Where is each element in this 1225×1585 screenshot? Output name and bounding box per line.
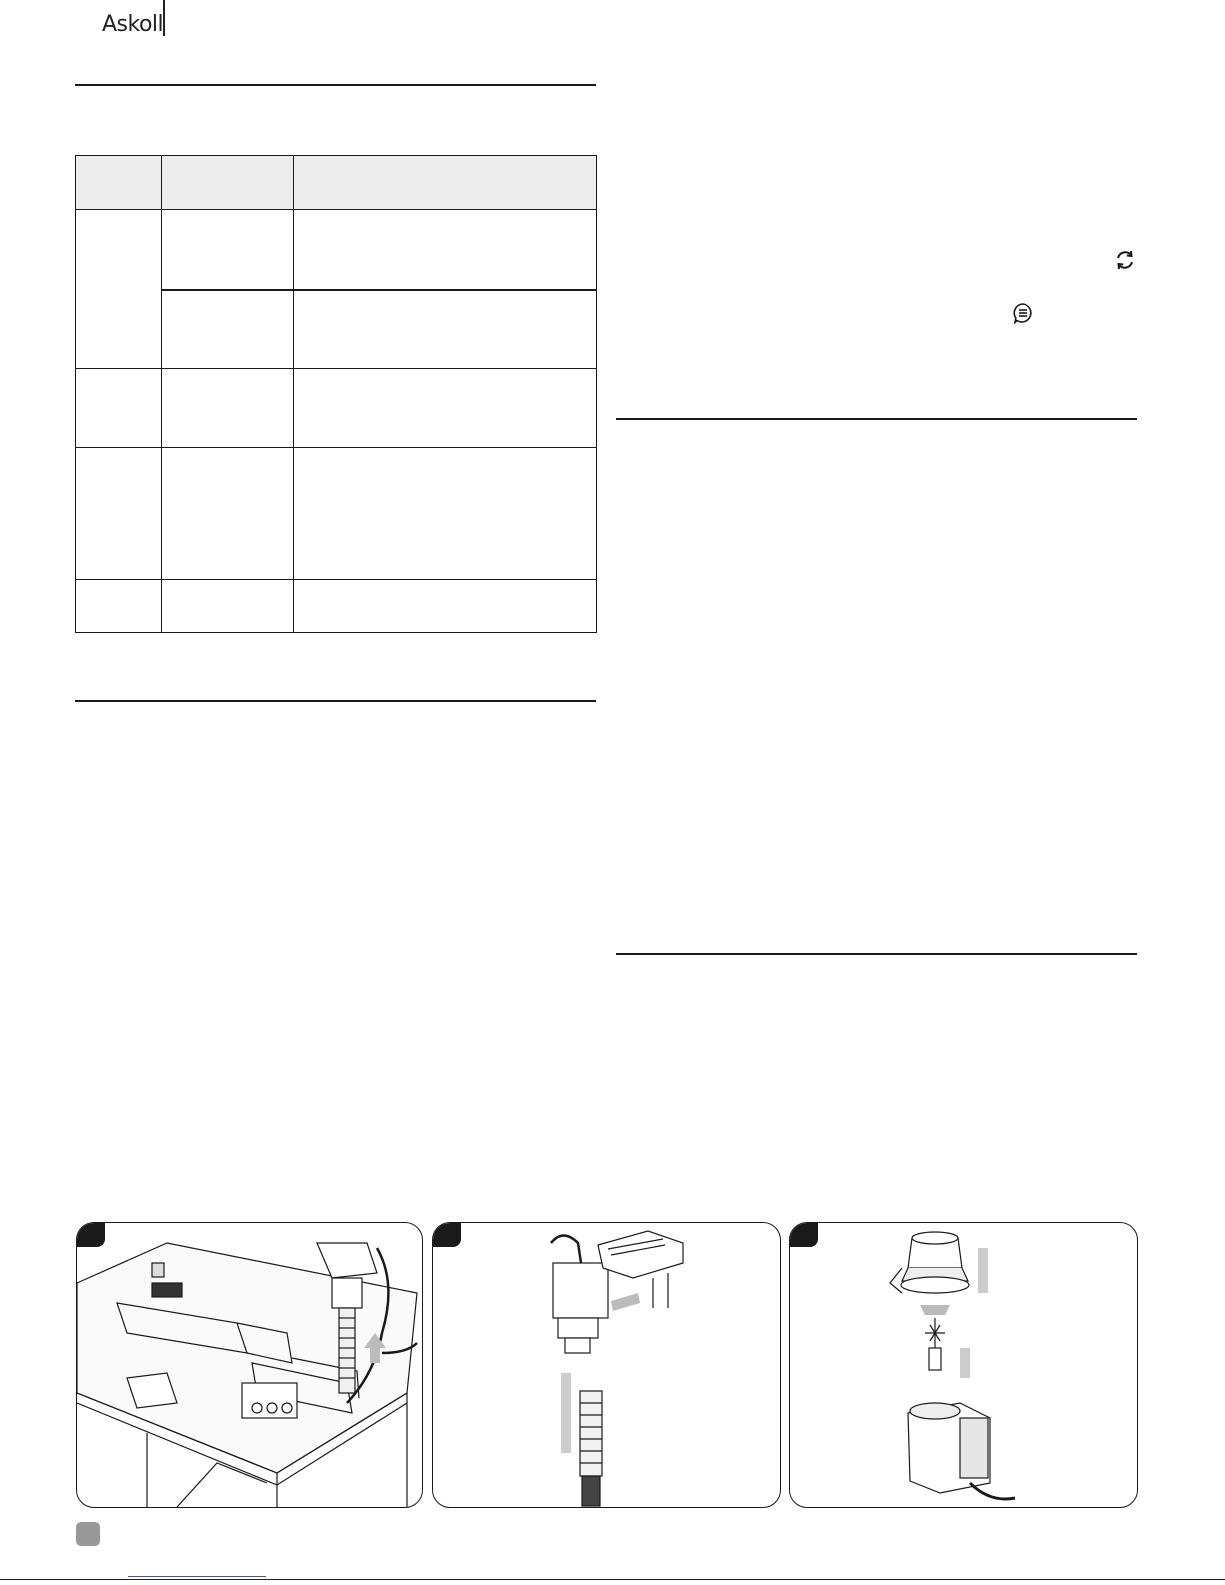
table-cell — [162, 369, 294, 448]
table-cell — [294, 210, 597, 290]
section-rule-top-left — [75, 84, 596, 86]
table-header-cell — [76, 156, 162, 210]
aquarium-illustration — [77, 1223, 422, 1507]
table-cell — [294, 448, 597, 580]
section-rule-right-1 — [616, 418, 1137, 420]
table-header-cell — [162, 156, 294, 210]
table-cell — [162, 210, 294, 290]
brand-divider — [163, 0, 165, 36]
table-cell — [294, 290, 597, 369]
page-number-tab — [76, 1522, 100, 1546]
table-cell — [76, 580, 162, 633]
pump-disassembly-illustration — [790, 1223, 1137, 1507]
refresh-icon — [1113, 248, 1137, 272]
table-row — [76, 369, 597, 448]
figure-panel-2 — [432, 1222, 781, 1508]
table-cell — [76, 369, 162, 448]
figure-panel-3 — [789, 1222, 1138, 1508]
table-cell — [294, 580, 597, 633]
section-rule-right-2 — [616, 953, 1137, 955]
footer-link-underline[interactable] — [128, 1576, 266, 1577]
table-row — [76, 448, 597, 580]
table-cell — [76, 210, 162, 369]
table-cell — [162, 448, 294, 580]
table-cell — [294, 369, 597, 448]
footer-rule — [0, 1579, 1225, 1580]
spec-table — [75, 155, 597, 633]
table-row — [76, 580, 597, 633]
table-row — [76, 210, 597, 290]
table-cell — [162, 580, 294, 633]
figure-panel-1 — [76, 1222, 423, 1508]
brand-logo: Askoll — [102, 12, 164, 37]
table-cell — [76, 448, 162, 580]
table-header-row — [76, 156, 597, 210]
pump-tube-illustration — [433, 1223, 780, 1507]
section-rule-mid-left — [75, 700, 596, 702]
menu-bubble-icon — [1011, 301, 1035, 325]
table-header-cell — [294, 156, 597, 210]
table-cell — [162, 290, 294, 369]
